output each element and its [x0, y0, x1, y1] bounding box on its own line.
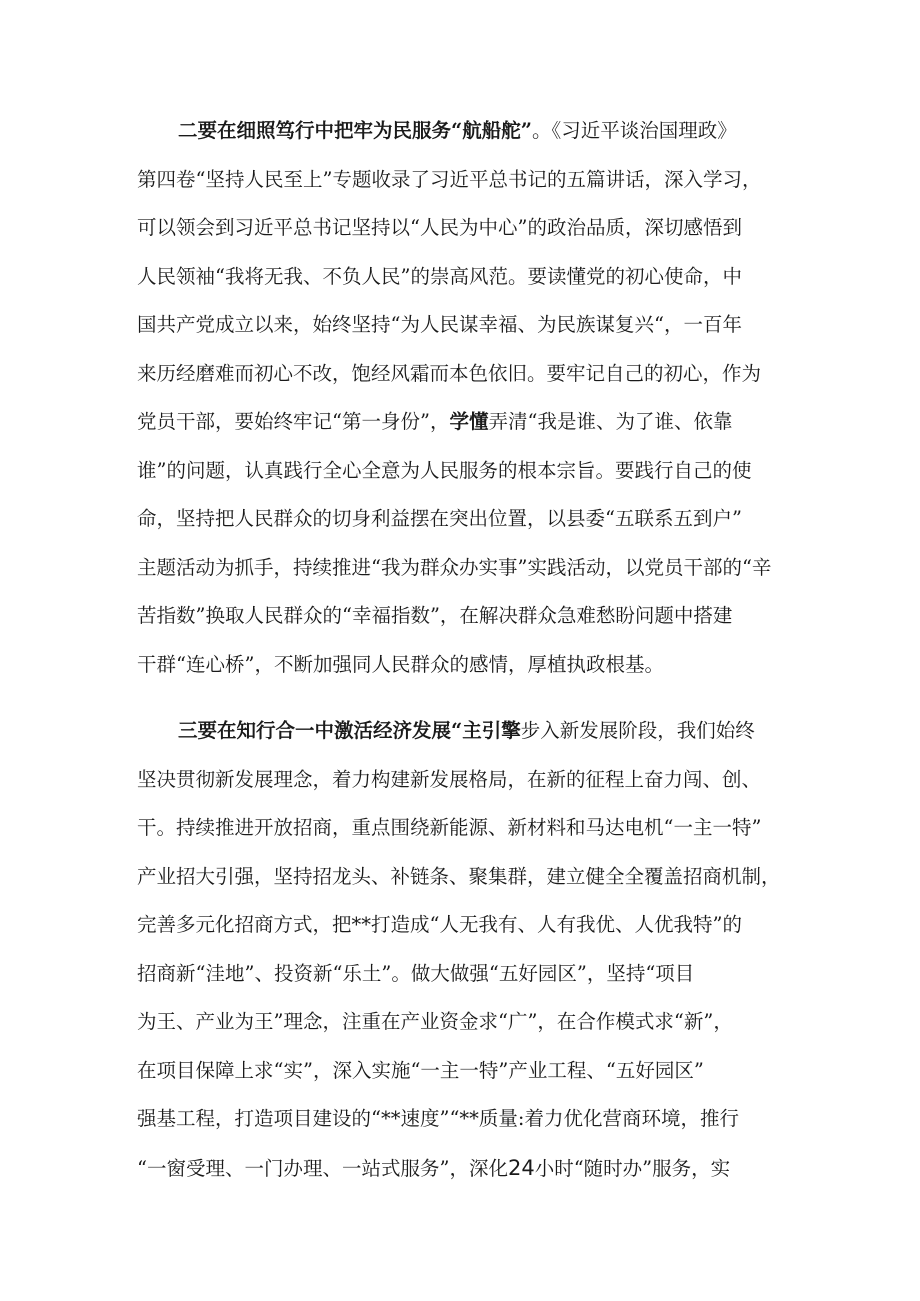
- line-text: 主题活动为抓手，持续推进“我为群众办实事”实践活动，以党员干部的“辛: [137, 555, 772, 579]
- paragraph-line: [137, 544, 797, 593]
- line-text: 步入新发展阶段，我们始终: [520, 719, 755, 742]
- line-text: 小时“随时办”服务，实: [534, 1156, 731, 1180]
- line-text: 国共产党成立以来，始终坚持“为人民谋幸福、为民族谋复兴“，一百年: [137, 313, 742, 336]
- paragraph-service-for-people: [137, 107, 797, 689]
- paragraph-line: [137, 707, 797, 756]
- line-text: “一窗受理、一门办理、一站式服务”，深化: [137, 1156, 508, 1180]
- line-text: 强基工程，打造项目建设的“**速度”“**质量:着力优化营商环境，推行: [137, 1107, 739, 1130]
- paragraph-line: [137, 756, 797, 805]
- paragraph-line: [137, 253, 797, 302]
- paragraph-heading: 三要在知行合一中激活经济发展“主引擎: [178, 719, 521, 742]
- line-text: 在项目保障上求“实”，深入实施“一主一特”产业工程、“五好园区”: [137, 1058, 704, 1082]
- paragraph-heading: 二要在细照笃行中把牢为民服务“航船舵”: [178, 119, 532, 142]
- line-text: 谁”的问题，认真践行全心全意为人民服务的根本宗旨。要践行自己的使: [137, 458, 752, 482]
- paragraph-line: [137, 641, 797, 690]
- paragraph-line: [137, 1047, 797, 1096]
- paragraph-economic-development: [137, 707, 797, 1192]
- line-text: 第四卷“坚持人民至上”专题收录了习近平总书记的五篇讲话，深入学习，: [137, 167, 762, 191]
- line-text: 命，坚持把人民群众的切身利益摆在突出位置，以县委“五联系五到户”: [137, 507, 742, 530]
- paragraph-line: [137, 350, 797, 399]
- paragraph-line: [137, 107, 797, 156]
- line-text: 产业招大引强，坚持招龙头、补链条、聚集群，建立健全全覆盖招商机制，: [137, 864, 781, 888]
- number-24: 24: [507, 1155, 535, 1180]
- paragraph-line: [137, 301, 797, 350]
- paragraph-line: [137, 592, 797, 641]
- paragraph-line: [137, 156, 797, 205]
- line-text: 人民领袖“我将无我、不负人民”的崇高风范。要读懂党的初心使命，中: [137, 264, 742, 288]
- paragraph-line: [137, 204, 797, 253]
- paragraph-line: [137, 1095, 797, 1144]
- line-text: 为王、产业为王”理念，注重在产业资金求“广”，在合作模式求“新”，: [137, 1010, 733, 1033]
- line-text: 可以领会到习近平总书记坚持以“人民为中心”的政治品质，深切感悟到: [137, 216, 742, 239]
- line-text: 党员干部，要始终牢记“第一身份”，: [137, 410, 450, 433]
- line-text: 干。持续推进开放招商，重点围绕新能源、新材料和马达电机“一主一特”: [137, 816, 762, 839]
- line-text: 弄清“我是谁、为了谁、依靠: [488, 410, 733, 433]
- line-text: 完善多元化招商方式，把**打造成“人无我有、人有我优、人优我特”的: [137, 913, 742, 936]
- paragraph-line: [137, 398, 797, 447]
- paragraph-line: [137, 804, 797, 853]
- paragraph-line: [137, 495, 797, 544]
- line-text: 苦指数”换取人民群众的“幸福指数”，在解决群众急难愁盼问题中搭建: [137, 604, 733, 627]
- line-text: 坚决贯彻新发展理念，着力构建新发展格局，在新的征程上奋力闯、创、: [137, 767, 762, 791]
- line-text: 来历经磨难而初心不改，饱经风霜而本色依旧。要牢记自己的初心，作为: [137, 361, 762, 385]
- paragraph-line: [137, 901, 797, 950]
- paragraph-line: [137, 447, 797, 496]
- paragraph-line: [137, 1144, 797, 1193]
- bold-term: 学懂: [449, 410, 489, 433]
- line-text: 。《习近平谈治国理政》: [531, 119, 737, 142]
- paragraph-line: [137, 853, 797, 902]
- line-text: 招商新“洼地”、投资新“乐土”。做大做强“五好园区”，坚持“项目: [137, 961, 695, 985]
- paragraph-line: [137, 950, 797, 999]
- line-text: 干群“连心桥”，不断加强同人民群众的感情，厚植执政根基。: [137, 652, 664, 676]
- paragraph-line: [137, 998, 797, 1047]
